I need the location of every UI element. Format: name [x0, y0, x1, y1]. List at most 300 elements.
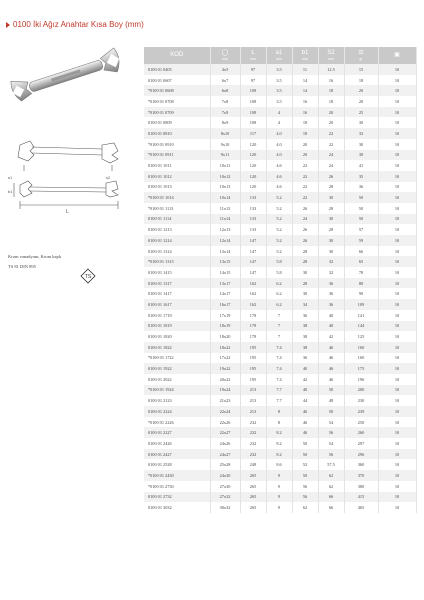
- length-cell: 120: [240, 171, 266, 182]
- length-cell: 108: [240, 117, 266, 128]
- box-qty-cell: 10: [378, 310, 416, 321]
- s2-cell: 22: [318, 139, 344, 150]
- box-qty-cell: 10: [378, 171, 416, 182]
- s2-cell: 22: [318, 128, 344, 139]
- code-text: 0100 01 1114: [148, 216, 172, 222]
- size-cell: 10x12: [210, 171, 240, 182]
- box-qty-cell: 10: [378, 128, 416, 139]
- length-cell: 147: [240, 235, 266, 246]
- length-cell: 265: [240, 470, 266, 481]
- size-cell: 18x22: [210, 342, 240, 353]
- length-cell: 195: [240, 353, 266, 364]
- table-row: [144, 363, 416, 374]
- b1-cell: 20: [292, 139, 318, 150]
- table-row: [144, 342, 416, 353]
- b1-cell: 28: [292, 278, 318, 289]
- code-text: 0100 01 0910: [150, 141, 174, 147]
- table-row: [144, 235, 416, 246]
- weight-cell: 36: [344, 182, 378, 193]
- weight-cell: 50: [344, 192, 378, 203]
- star-marker: *: [148, 419, 150, 425]
- s2-cell: 30: [318, 246, 344, 257]
- note-line-material: Krom vanadyum, Krom kaplı: [8, 254, 62, 259]
- size-cell: 10x13: [210, 182, 240, 193]
- s2-cell: 26: [318, 171, 344, 182]
- weight-cell: 380: [344, 481, 378, 492]
- code-cell: [144, 139, 210, 150]
- table-row: [144, 385, 416, 396]
- weight-cell: 66: [344, 246, 378, 257]
- a1-cell: 5.2: [266, 246, 292, 257]
- code-cell: [144, 160, 210, 171]
- box-qty-cell: 10: [378, 321, 416, 332]
- code-text: 0100 01 1013: [148, 184, 172, 190]
- length-cell: 195: [240, 363, 266, 374]
- code-cell: [144, 214, 210, 225]
- a1-cell: 3.5: [266, 75, 292, 86]
- table-row: [144, 470, 416, 481]
- table-row: [144, 214, 416, 225]
- size-cell: 14x17: [210, 288, 240, 299]
- size-cell: 9x11: [210, 150, 240, 161]
- s2-cell: 36: [318, 278, 344, 289]
- weight-cell: 41: [344, 160, 378, 171]
- material-note: [8, 252, 61, 272]
- b1-cell: 22: [292, 192, 318, 203]
- code-text: 0100 01 1012: [148, 173, 172, 179]
- table-row: [144, 438, 416, 449]
- b1-cell: 50: [292, 449, 318, 460]
- code-cell: [144, 427, 210, 438]
- weight-cell: 33: [344, 128, 378, 139]
- length-cell: 108: [240, 107, 266, 118]
- code-text: 0100 01 0810: [148, 130, 172, 136]
- code-text: 0100 01 2427: [148, 451, 172, 457]
- table-row: [144, 171, 416, 182]
- weight-cell: 15: [344, 64, 378, 75]
- note-line-standard: TS 81 DIN 895: [8, 264, 36, 269]
- b1-cell: 38: [292, 321, 318, 332]
- s2-cell: 20: [318, 117, 344, 128]
- code-text: 0100 01 2732: [148, 494, 172, 500]
- b1-cell: 36: [292, 310, 318, 321]
- box-qty-cell: 10: [378, 331, 416, 342]
- length-cell: 97: [240, 64, 266, 75]
- length-cell: 162: [240, 299, 266, 310]
- box-qty-cell: 10: [378, 481, 416, 492]
- code-cell: [144, 235, 210, 246]
- s2-cell: 48: [318, 395, 344, 406]
- b1-cell: 44: [292, 395, 318, 406]
- header-length: L mm: [240, 47, 266, 64]
- length-cell: 120: [240, 150, 266, 161]
- s2-cell: 20: [318, 107, 344, 118]
- box-qty-cell: 10: [378, 214, 416, 225]
- b1-cell: 56: [292, 481, 318, 492]
- weight-cell: 20: [344, 85, 378, 96]
- star-marker: *: [148, 195, 150, 201]
- s2-cell: 24: [318, 160, 344, 171]
- a1-cell: 4: [266, 107, 292, 118]
- length-cell: 108: [240, 85, 266, 96]
- size-cell: 18x19: [210, 321, 240, 332]
- code-text: 0100 01 1113: [150, 205, 174, 211]
- s2-cell: 12.5: [318, 64, 344, 75]
- s2-cell: 46: [318, 342, 344, 353]
- table-row: [144, 267, 416, 278]
- table-row: [144, 224, 416, 235]
- weight-cell: 141: [344, 310, 378, 321]
- length-cell: 147: [240, 267, 266, 278]
- b1-cell: 40: [292, 385, 318, 396]
- a1-cell: 7: [266, 331, 292, 342]
- a1-cell: 4.0: [266, 139, 292, 150]
- b1-cell: 50: [292, 470, 318, 481]
- code-text: 0100 01 1415: [148, 269, 172, 275]
- a1-cell: 4.6: [266, 182, 292, 193]
- star-marker: *: [148, 205, 150, 211]
- box-qty-cell: 10: [378, 117, 416, 128]
- b1-cell: 42: [292, 374, 318, 385]
- table-row: [144, 139, 416, 150]
- table-row: [144, 449, 416, 460]
- box-qty-cell: 10: [378, 502, 416, 513]
- size-cell: 9x10: [210, 139, 240, 150]
- a1-cell: 5.8: [266, 256, 292, 267]
- a1-cell: 8.6: [266, 459, 292, 470]
- code-cell: [144, 246, 210, 257]
- size-cell: 27x30: [210, 481, 240, 492]
- weight-cell: 175: [344, 363, 378, 374]
- box-qty-cell: 10: [378, 417, 416, 428]
- weight-cell: 144: [344, 321, 378, 332]
- size-cell: 13x17: [210, 278, 240, 289]
- table-row: [144, 459, 416, 470]
- size-cell: 24x26: [210, 438, 240, 449]
- star-marker: *: [148, 259, 150, 265]
- weight-cell: 30: [344, 150, 378, 161]
- code-cell: [144, 182, 210, 193]
- weight-cell: 90: [344, 288, 378, 299]
- box-qty-cell: 10: [378, 374, 416, 385]
- code-cell: [144, 449, 210, 460]
- box-qty-cell: 10: [378, 288, 416, 299]
- s2-cell: 18: [318, 85, 344, 96]
- code-cell: [144, 492, 210, 503]
- a1-cell: 5.2: [266, 224, 292, 235]
- b1-cell: 34: [292, 299, 318, 310]
- a1-cell: 4.0: [266, 128, 292, 139]
- length-cell: 120: [240, 182, 266, 193]
- size-cell: 19x22: [210, 363, 240, 374]
- size-cell: 10x14: [210, 192, 240, 203]
- weight-cell: 360: [344, 459, 378, 470]
- size-cell: 6x8: [210, 85, 240, 96]
- star-marker: *: [148, 387, 150, 393]
- b1-cell: 16: [292, 107, 318, 118]
- code-text: 0100 01 1314: [148, 248, 172, 254]
- star-marker: *: [148, 355, 150, 361]
- header-b1: b1 mm: [292, 47, 318, 64]
- a1-cell: 7.7: [266, 385, 292, 396]
- b1-cell: 46: [292, 417, 318, 428]
- a1-cell: 6.2: [266, 288, 292, 299]
- code-cell: [144, 171, 210, 182]
- table-row: [144, 256, 416, 267]
- b1-cell: 28: [292, 246, 318, 257]
- a1-cell: 5.2: [266, 203, 292, 214]
- s2-cell: 16: [318, 75, 344, 86]
- length-cell: 265: [240, 502, 266, 513]
- s2-cell: 50: [318, 385, 344, 396]
- code-cell: [144, 150, 210, 161]
- s2-cell: 54: [318, 438, 344, 449]
- s1-label: s1: [8, 175, 13, 180]
- star-marker: *: [148, 109, 150, 115]
- code-cell: [144, 310, 210, 321]
- box-qty-cell: 10: [378, 203, 416, 214]
- code-cell: [144, 385, 210, 396]
- s2-cell: 32: [318, 256, 344, 267]
- s2-cell: 46: [318, 374, 344, 385]
- table-row: [144, 182, 416, 193]
- a1-cell: 7.7: [266, 395, 292, 406]
- b1-cell: 16: [292, 96, 318, 107]
- size-cell: 22x27: [210, 427, 240, 438]
- table-row: [144, 374, 416, 385]
- weight-cell: 125: [344, 331, 378, 342]
- star-marker: *: [148, 472, 150, 478]
- s2-cell: 66: [318, 502, 344, 513]
- b1-label: b1: [8, 189, 13, 194]
- header-s2: S2 mm: [318, 47, 344, 64]
- wrench-ring-icon: ◯: [221, 49, 229, 56]
- length-cell: 232: [240, 417, 266, 428]
- weight-cell: 30: [344, 117, 378, 128]
- code-text: 0100 01 1617: [148, 301, 172, 307]
- box-qty-cell: 10: [378, 427, 416, 438]
- table-row: [144, 395, 416, 406]
- star-marker: *: [148, 141, 150, 147]
- weight-cell: 109: [344, 299, 378, 310]
- length-cell: 178: [240, 331, 266, 342]
- code-cell: [144, 395, 210, 406]
- size-cell: 30x32: [210, 502, 240, 513]
- code-text: 0100 01 1719: [148, 312, 172, 318]
- table-row: [144, 299, 416, 310]
- a1-cell: 4.6: [266, 160, 292, 171]
- code-text: 0100 01 1317: [148, 280, 172, 286]
- header-box: [378, 47, 416, 64]
- weight-cell: 25: [344, 107, 378, 118]
- box-qty-cell: 10: [378, 256, 416, 267]
- box-qty-cell: 10: [378, 235, 416, 246]
- size-cell: 25x28: [210, 459, 240, 470]
- table-row: [144, 107, 416, 118]
- box-qty-cell: 10: [378, 64, 416, 75]
- code-cell: [144, 128, 210, 139]
- b1-cell: 18: [292, 117, 318, 128]
- weight-cell: 35: [344, 171, 378, 182]
- code-cell: [144, 374, 210, 385]
- size-cell: 7x9: [210, 107, 240, 118]
- length-cell: 213: [240, 406, 266, 417]
- code-text: 0100 01 0608: [150, 88, 174, 94]
- code-cell: [144, 278, 210, 289]
- a1-cell: 7.4: [266, 342, 292, 353]
- size-cell: 4x5: [210, 64, 240, 75]
- b1-cell: 46: [292, 427, 318, 438]
- weight-cell: 57: [344, 224, 378, 235]
- header-weight: ⚖ gr: [344, 47, 378, 64]
- s2-cell: 56: [318, 449, 344, 460]
- table-row: [144, 117, 416, 128]
- table-row: [144, 331, 416, 342]
- length-cell: 147: [240, 256, 266, 267]
- b1-cell: 62: [292, 502, 318, 513]
- code-text: 0100 01 1819: [148, 323, 172, 329]
- s2-cell: 57.5: [318, 459, 344, 470]
- length-cell: 178: [240, 321, 266, 332]
- code-cell: [144, 342, 210, 353]
- a1-cell: 3.5: [266, 96, 292, 107]
- code-text: 0100 01 2226: [150, 419, 174, 425]
- s2-cell: 30: [318, 214, 344, 225]
- ts-standard-stamp-icon: [80, 268, 96, 284]
- b1-cell: 46: [292, 406, 318, 417]
- b1-cell: 24: [292, 214, 318, 225]
- length-cell: 147: [240, 246, 266, 257]
- size-cell: 12x14: [210, 235, 240, 246]
- table-row: [144, 75, 416, 86]
- box-qty-cell: 10: [378, 96, 416, 107]
- a1-cell: 7.4: [266, 363, 292, 374]
- box-icon: ▣: [394, 52, 400, 58]
- box-qty-cell: 10: [378, 182, 416, 193]
- a1-cell: 5.2: [266, 192, 292, 203]
- box-qty-cell: 10: [378, 342, 416, 353]
- weight-cell: 297: [344, 438, 378, 449]
- code-cell: [144, 459, 210, 470]
- stamp-text: TS: [84, 274, 92, 280]
- weight-cell: 200: [344, 385, 378, 396]
- star-marker: *: [148, 88, 150, 94]
- table-row: [144, 417, 416, 428]
- s2-cell: 36: [318, 299, 344, 310]
- code-text: 0100 01 1417: [148, 291, 172, 297]
- s2-cell: 66: [318, 492, 344, 503]
- size-cell: 24x30: [210, 470, 240, 481]
- star-marker: *: [148, 152, 150, 158]
- code-text: 0100 01 2227: [148, 430, 172, 436]
- length-cell: 195: [240, 374, 266, 385]
- b1-cell: 36: [292, 353, 318, 364]
- table-row: [144, 406, 416, 417]
- b1-cell: 52: [292, 459, 318, 470]
- weight-cell: 50: [344, 203, 378, 214]
- b1-cell: 14: [292, 75, 318, 86]
- code-text: 0100 01 2426: [148, 440, 172, 446]
- size-cell: 8x9: [210, 117, 240, 128]
- table-row: [144, 278, 416, 289]
- a1-cell: 8.2: [266, 427, 292, 438]
- code-text: 0100 01 1214: [148, 237, 172, 243]
- a1-cell: 9: [266, 492, 292, 503]
- size-cell: 13x15: [210, 256, 240, 267]
- box-qty-cell: 10: [378, 267, 416, 278]
- length-cell: 133: [240, 192, 266, 203]
- b1-cell: 26: [292, 224, 318, 235]
- length-cell: 108: [240, 96, 266, 107]
- size-cell: 17x22: [210, 353, 240, 364]
- box-qty-cell: 10: [378, 192, 416, 203]
- box-qty-cell: 10: [378, 299, 416, 310]
- s2-cell: 50: [318, 406, 344, 417]
- code-cell: [144, 203, 210, 214]
- box-qty-cell: 10: [378, 139, 416, 150]
- length-cell: 232: [240, 427, 266, 438]
- weight-icon: ⚖: [358, 49, 364, 56]
- size-cell: 20x22: [210, 374, 240, 385]
- code-cell: [144, 107, 210, 118]
- code-text: 0100 01 1924: [150, 387, 174, 393]
- table-row: [144, 160, 416, 171]
- code-cell: [144, 502, 210, 513]
- s2-cell: 40: [318, 310, 344, 321]
- code-text: 0100 01 2528: [148, 462, 172, 468]
- code-cell: [144, 117, 210, 128]
- weight-cell: 160: [344, 353, 378, 364]
- table-row: [144, 321, 416, 332]
- length-cell: 162: [240, 288, 266, 299]
- a1-cell: 9: [266, 470, 292, 481]
- s2-cell: 42: [318, 331, 344, 342]
- code-cell: [144, 438, 210, 449]
- code-cell: [144, 267, 210, 278]
- table-row: [144, 85, 416, 96]
- code-cell: [144, 224, 210, 235]
- a1-cell: 8: [266, 406, 292, 417]
- code-cell: [144, 363, 210, 374]
- s2-cell: 28: [318, 182, 344, 193]
- b1-cell: 18: [292, 128, 318, 139]
- length-cell: 120: [240, 160, 266, 171]
- box-qty-cell: 10: [378, 107, 416, 118]
- bullet-arrow-icon: [6, 22, 10, 28]
- length-cell: 97: [240, 75, 266, 86]
- weight-cell: 18: [344, 75, 378, 86]
- length-cell: 195: [240, 342, 266, 353]
- code-text: 0100 01 2430: [150, 472, 174, 478]
- a1-cell: 7.4: [266, 353, 292, 364]
- code-text: 0100 01 2123: [148, 398, 172, 404]
- length-cell: 133: [240, 224, 266, 235]
- s2-cell: 62: [318, 470, 344, 481]
- code-cell: [144, 75, 210, 86]
- length-cell: 213: [240, 395, 266, 406]
- a1-cell: 5.2: [266, 235, 292, 246]
- b1-cell: 22: [292, 171, 318, 182]
- a1-cell: 9: [266, 502, 292, 513]
- a1-cell: 7: [266, 310, 292, 321]
- box-qty-cell: 10: [378, 150, 416, 161]
- weight-cell: 250: [344, 417, 378, 428]
- weight-cell: 296: [344, 449, 378, 460]
- weight-cell: 239: [344, 406, 378, 417]
- box-qty-cell: 10: [378, 459, 416, 470]
- b1-cell: 11: [292, 64, 318, 75]
- table-header-row: [144, 47, 416, 64]
